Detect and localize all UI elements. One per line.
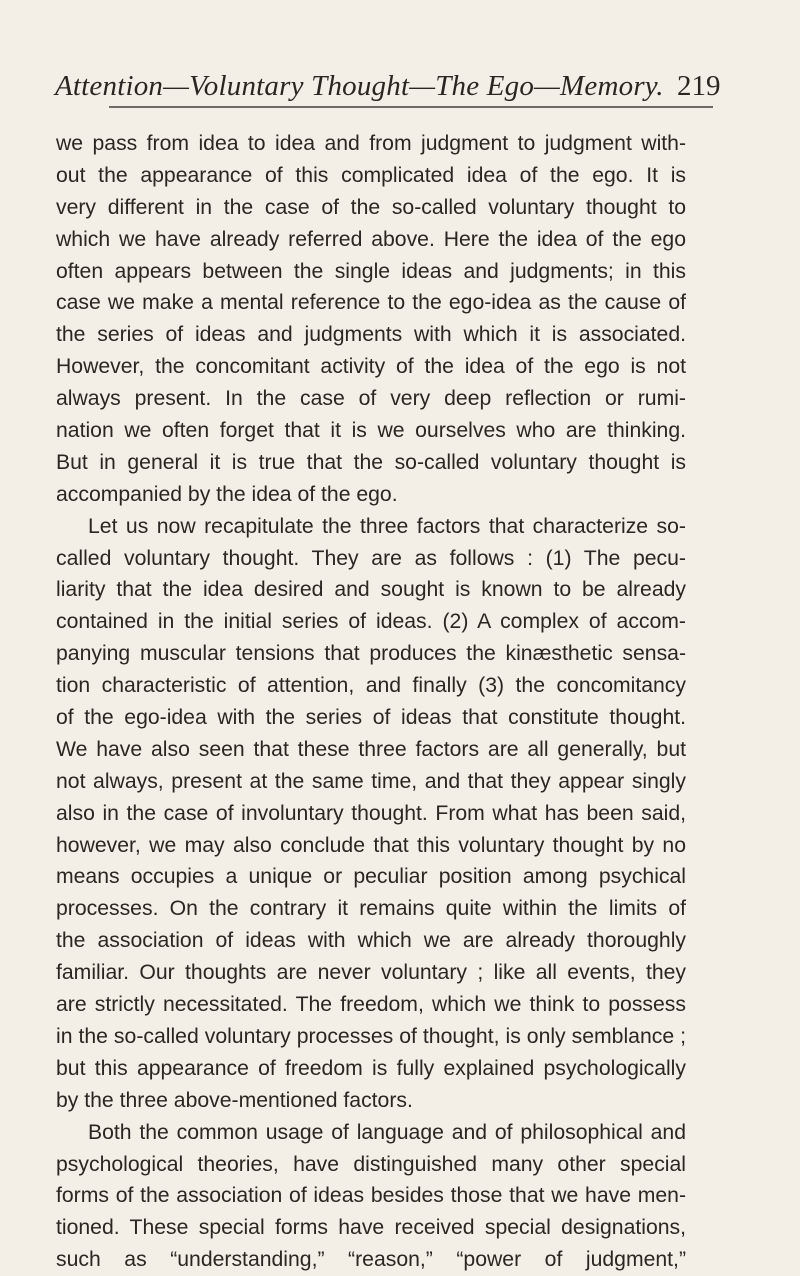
text-line: case we make a mental reference to the ego-idea as the cause of	[56, 291, 686, 315]
text-line: out the appearance of this complicated idea of the ego. It is	[56, 163, 686, 187]
page-header	[55, 58, 721, 118]
text-line: panying muscular tensions that produces the kinæsthetic sensa-	[56, 642, 686, 666]
header-rule	[109, 106, 713, 108]
text-line: which we have already referred above. Here the idea of the ego	[56, 227, 686, 251]
text-line: familiar. Our thoughts are never voluntary ; like all events, they	[56, 961, 686, 985]
text-line: tion characteristic of attention, and finally (3) the concomitancy	[56, 674, 686, 698]
text-line: accompanied by the idea of the ego.	[56, 482, 398, 506]
body-text	[56, 128, 686, 1276]
text-line: means occupies a unique or peculiar position among psychical	[56, 865, 686, 889]
text-line: processes. On the contrary it remains quite within the limits of	[56, 897, 686, 921]
text-line: such as “understanding,” “reason,” “power of judgment,”	[56, 1248, 686, 1272]
text-line: tioned. These special forms have received special designations,	[56, 1216, 686, 1240]
text-line: However, the concomitant activity of the idea of the ego is not	[56, 355, 686, 379]
text-line: also in the case of involuntary thought. From what has been said,	[56, 801, 686, 825]
text-line: of the ego-idea with the series of ideas that constitute thought.	[56, 706, 686, 730]
text-line: nation we often forget that it is we ourselves who are thinking.	[56, 419, 686, 443]
text-line: not always, present at the same time, and that they appear singly	[56, 769, 686, 793]
text-line: in the so-called voluntary processes of thought, is only semblance ;	[56, 1024, 686, 1048]
page-number: 219	[677, 70, 721, 102]
text-line: are strictly necessitated. The freedom, which we think to possess	[56, 993, 686, 1017]
text-line: always present. In the case of very deep reflection or rumi-	[56, 387, 686, 411]
text-line: but this appearance of freedom is fully explained psychologically	[56, 1056, 686, 1080]
text-line: We have also seen that these three factors are all generally, but	[56, 737, 686, 761]
text-line: the series of ideas and judgments with which it is associated.	[56, 323, 686, 347]
text-line: psychological theories, have distinguished many other special	[56, 1152, 686, 1176]
text-line: Both the common usage of language and of philosophical and	[88, 1120, 686, 1144]
running-head: Attention—Voluntary Thought—The Ego—Memory.	[55, 70, 664, 102]
text-line: often appears between the single ideas and judgments; in this	[56, 259, 686, 283]
text-line: the association of ideas with which we are already thoroughly	[56, 929, 686, 953]
text-line: But in general it is true that the so-called voluntary thought is	[56, 450, 686, 474]
text-line: very different in the case of the so-called voluntary thought to	[56, 195, 686, 219]
text-line: we pass from idea to idea and from judgment to judgment with-	[56, 132, 686, 155]
text-line: Let us now recapitulate the three factors that characterize so-	[88, 514, 686, 538]
text-line: called voluntary thought. They are as follows : (1) The pecu-	[56, 546, 686, 570]
text-line: however, we may also conclude that this voluntary thought by no	[56, 833, 686, 857]
text-line: by the three above-mentioned factors.	[56, 1088, 413, 1112]
text-line: liarity that the idea desired and sought is known to be already	[56, 578, 686, 602]
text-line: forms of the association of ideas besides those that we have men-	[56, 1184, 686, 1208]
text-line: contained in the initial series of ideas. (2) A complex of accom-	[56, 610, 686, 634]
